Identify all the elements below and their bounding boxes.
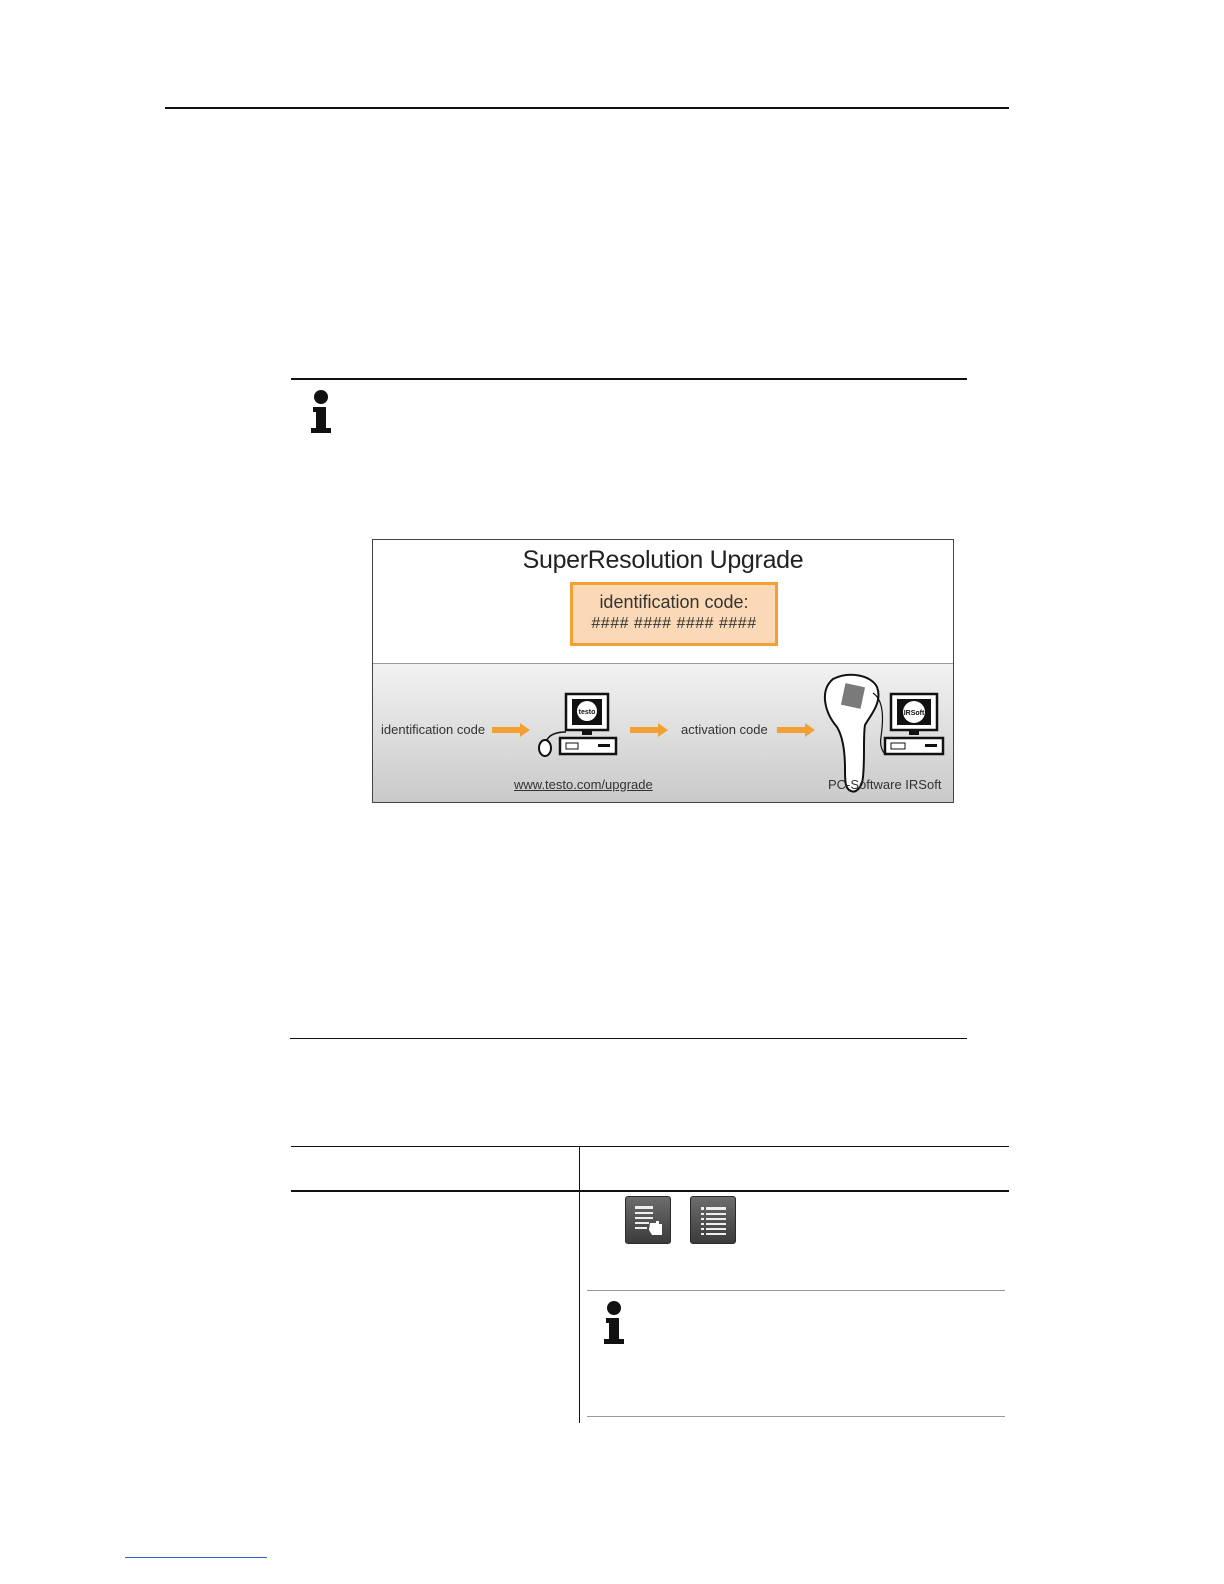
note-top-rule	[291, 378, 967, 380]
superresolution-diagram	[372, 539, 954, 803]
section-rule	[290, 1038, 967, 1039]
note2-top-rule	[587, 1290, 1005, 1291]
computer-icon	[879, 692, 951, 758]
footer-link-underline	[125, 1557, 267, 1558]
menu-list-button[interactable]	[690, 1196, 736, 1244]
software-label: PC-Software IRSoft	[828, 777, 942, 792]
upgrade-website-link[interactable]: www.testo.com/upgrade	[514, 777, 653, 792]
step-activation-label: activation code	[681, 722, 768, 737]
identification-code-box	[570, 582, 778, 646]
table-header-rule	[291, 1190, 1009, 1192]
header-rule	[165, 107, 1009, 109]
code-value: #### #### #### ####	[591, 615, 757, 632]
step-identification-label: identification code	[381, 722, 486, 737]
code-label: identification code:	[599, 592, 749, 612]
menu-list-icon	[691, 1197, 735, 1243]
diagram-title: SuperResolution Upgrade	[522, 546, 804, 574]
info-icon	[600, 1300, 630, 1346]
monitor-brand-irsoft: IRSoft	[903, 710, 925, 717]
computer-icon	[536, 692, 620, 758]
menu-select-button[interactable]	[625, 1196, 671, 1244]
info-icon	[307, 389, 337, 435]
menu-select-icon	[626, 1197, 670, 1243]
table-top-rule	[291, 1146, 1009, 1147]
table-column-divider	[579, 1146, 580, 1423]
note2-bottom-rule	[587, 1416, 1005, 1417]
monitor-brand-testo: testo	[578, 709, 596, 716]
